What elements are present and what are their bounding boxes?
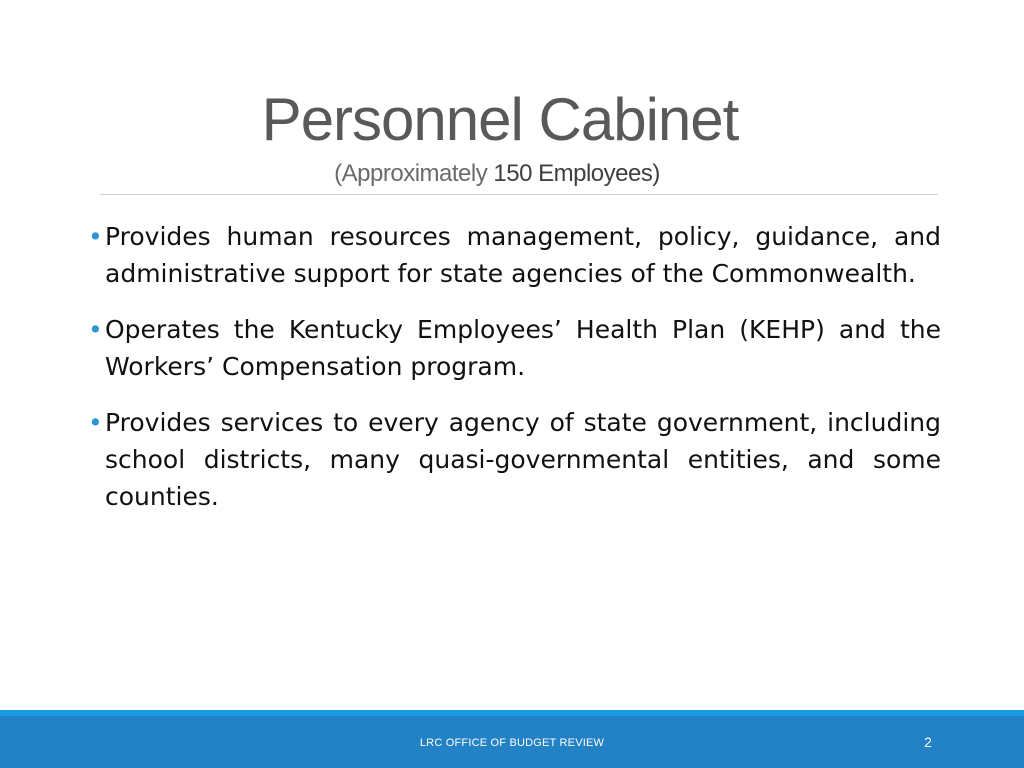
bullet-item: [88, 311, 941, 385]
slide-title: Personnel Cabinet: [261, 86, 739, 153]
bullet-text: Provides services to every agency of state government, including school districts, many quasi-governmental entities, and some counties.: [105, 408, 941, 511]
bullet-item: [88, 404, 941, 515]
bullet-text: Operates the Kentucky Employees’ Health Plan (KEHP) and the Workers’ Compensation program.: [105, 315, 941, 381]
footer-label: LRC OFFICE OF BUDGET REVIEW: [419, 737, 605, 749]
bullet-text: Provides human resources management, policy, guidance, and administrative support for state agencies of the Commonwealth.: [105, 222, 941, 288]
subtitle-approximately: (Approximately: [334, 160, 494, 187]
bullet-list: [88, 218, 941, 534]
bullet-item: [88, 218, 941, 292]
page-number: 2: [924, 734, 932, 750]
bullet-marker: •: [88, 315, 103, 344]
subtitle-employee-count: 150 Employees): [493, 160, 660, 187]
title-divider: [100, 194, 938, 195]
bullet-marker: •: [88, 222, 103, 251]
bullet-marker: •: [88, 408, 103, 437]
slide-subtitle: [0, 158, 994, 190]
